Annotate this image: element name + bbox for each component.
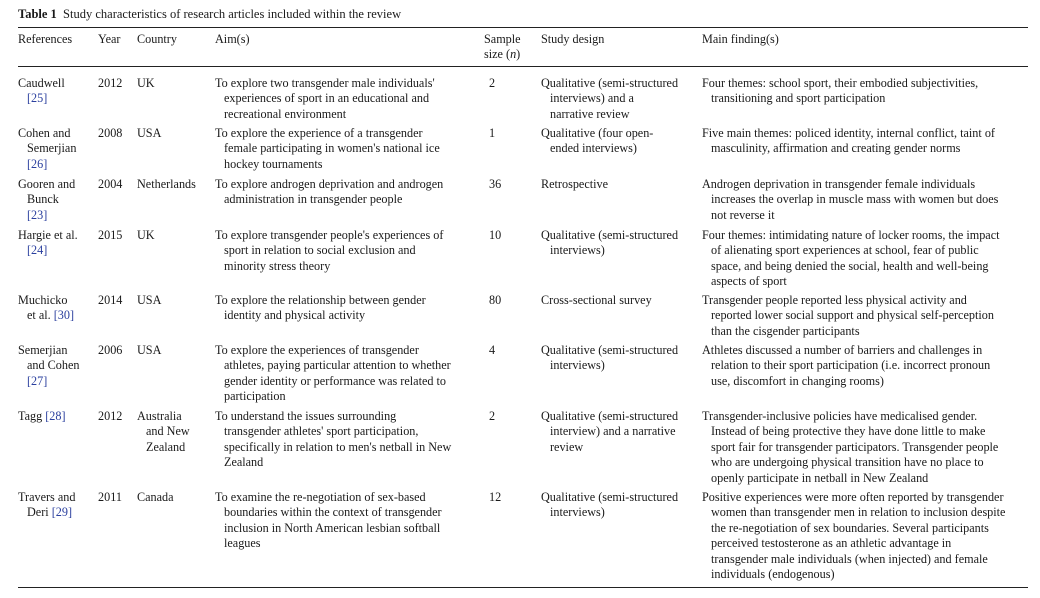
cell-line: To explore transgender people's experiences of	[215, 228, 444, 242]
aim-cell	[215, 409, 483, 471]
cell-line: Qualitative (four open-	[541, 126, 654, 140]
cell-line: Four themes: intimidating nature of locker rooms, the impact	[702, 228, 1000, 242]
sample-size-cell: 4	[489, 343, 496, 357]
cell-line: identity and physical activity	[224, 308, 366, 323]
sample-size-cell: 80	[489, 293, 502, 307]
sample-size-cell: 36	[489, 177, 502, 191]
reference-line: Caudwell	[18, 76, 65, 90]
year-cell: 2006	[98, 343, 123, 357]
cell-line: ended interviews)	[550, 141, 637, 156]
cell-line: USA	[137, 126, 162, 140]
cell-line: narrative review	[550, 106, 630, 121]
citation-link[interactable]: [30]	[53, 308, 75, 323]
cell-line: relation to their sport participation (i.e. incorrect pronoun	[711, 358, 991, 373]
reference-line	[18, 208, 98, 223]
cell-line: who are undergoing physical transition have no place to	[711, 455, 984, 470]
table-caption	[18, 6, 401, 22]
country-cell	[137, 228, 215, 243]
citation-link[interactable]: [25]	[27, 91, 48, 106]
header-aim: Aim(s)	[215, 32, 250, 46]
cell-line: reported lower social support and physical self-perception	[711, 308, 994, 323]
cell-line: use, discomfort in changing rooms)	[711, 373, 884, 388]
country-cell	[137, 343, 215, 358]
top-rule	[18, 27, 1028, 28]
table-caption-text: Study characteristics of research articles included within the review	[63, 7, 402, 21]
cell-line: space, and being denied the social, health and well-being	[711, 258, 989, 273]
citation-link[interactable]: [26]	[27, 156, 48, 171]
year-cell: 2011	[98, 490, 122, 504]
sample-size-cell: 10	[489, 228, 502, 242]
cell-line: female participating in women's national ice	[224, 141, 440, 156]
cell-line: Qualitative (semi-structured	[541, 343, 679, 357]
country-cell	[137, 490, 215, 505]
aim-cell	[215, 76, 483, 122]
main-finding-cell	[702, 490, 1032, 582]
study-design-cell	[541, 177, 701, 192]
cell-line: To explore two transgender male individuals'	[215, 76, 435, 90]
reference-line: Deri [29]	[27, 505, 73, 520]
aim-cell	[215, 177, 483, 208]
cell-line: interviews)	[550, 243, 605, 258]
reference-line: Gooren and	[18, 177, 76, 191]
header-references: References	[18, 32, 73, 46]
year-cell: 2012	[98, 76, 123, 90]
cell-line: increases the overlap in muscle mass with women but does	[711, 192, 999, 207]
main-finding-cell	[702, 76, 1032, 107]
header-rule	[18, 66, 1028, 67]
cell-line: masculinity, affirmation and creating gender norms	[711, 141, 961, 156]
cell-line: specifically in relation to men's netball in New	[224, 439, 452, 454]
study-design-cell	[541, 343, 701, 374]
aim-cell	[215, 228, 483, 274]
cell-line: interviews) and a	[550, 91, 634, 106]
header-study-design: Study design	[541, 32, 605, 46]
year-cell: 2004	[98, 177, 123, 191]
reference-cell	[18, 343, 98, 389]
cell-line: athletes, paying particular attention to whether	[224, 358, 451, 373]
year-cell: 2008	[98, 126, 123, 140]
cell-line: of alienating sport experiences at school, fear of public	[711, 243, 979, 258]
country-cell	[137, 126, 215, 141]
reference-line: Muchicko	[18, 293, 68, 307]
cell-line: USA	[137, 343, 162, 357]
main-finding-cell	[702, 343, 1032, 389]
citation-link[interactable]: [24]	[27, 243, 48, 258]
cell-line: Androgen deprivation in transgender female individuals	[702, 177, 976, 191]
main-finding-cell	[702, 409, 1032, 486]
cell-line: Instead of being protective they have done little to make	[711, 424, 986, 439]
reference-line	[18, 243, 98, 258]
cell-line: individuals (endogenous)	[711, 567, 835, 582]
study-design-cell	[541, 76, 701, 122]
cell-line: To examine the re-negotiation of sex-based	[215, 490, 426, 504]
reference-line	[18, 157, 98, 172]
header-sample-line2: size (n)	[484, 47, 521, 62]
cell-line: Transgender-inclusive policies have medicalised gender.	[702, 409, 978, 423]
main-finding-cell	[702, 177, 1032, 223]
cell-line: transgender athletes' sport participation,	[224, 424, 419, 439]
cell-line: not reverse it	[711, 207, 775, 222]
cell-line: Australia	[137, 409, 182, 423]
cell-line: hockey tournaments	[224, 156, 323, 171]
reference-cell	[18, 228, 98, 259]
year-cell: 2014	[98, 293, 123, 307]
sample-size-cell: 1	[489, 126, 496, 140]
cell-line: sport fair for transgender participators. Transgender people	[711, 439, 999, 454]
header-main-findings: Main finding(s)	[702, 32, 779, 46]
reference-line: and Cohen	[27, 358, 80, 373]
reference-cell	[18, 76, 98, 107]
citation-link[interactable]: [28]	[45, 409, 66, 423]
reference-line: Semerjian	[18, 343, 68, 357]
header-sample-size	[484, 32, 538, 63]
reference-cell	[18, 177, 98, 223]
cell-line: Qualitative (semi-structured	[541, 228, 679, 242]
country-cell	[137, 409, 215, 455]
cell-line: interview) and a narrative	[550, 424, 676, 439]
reference-line: Hargie et al.	[18, 228, 78, 242]
aim-cell	[215, 343, 483, 405]
cell-line: Four themes: school sport, their embodied subjectivities,	[702, 76, 979, 90]
cell-line: boundaries within the context of transgender	[224, 505, 442, 520]
reference-cell	[18, 293, 98, 324]
cell-line: minority stress theory	[224, 258, 331, 273]
citation-link[interactable]: [23]	[27, 207, 48, 222]
reference-line	[18, 91, 98, 106]
citation-link[interactable]: [29]	[51, 505, 73, 520]
cell-line: transgender male individuals (when injected) and female	[711, 551, 988, 566]
year-cell: 2015	[98, 228, 123, 242]
aim-cell	[215, 490, 483, 552]
cell-line: Positive experiences were more often reported by transgender	[702, 490, 1004, 504]
cell-line: Athletes discussed a number of barriers and challenges in	[702, 343, 983, 357]
cell-line: transitioning and sport participation	[711, 91, 886, 106]
cell-line: interviews)	[550, 505, 605, 520]
reference-cell	[18, 490, 98, 521]
cell-line: participation	[224, 389, 286, 404]
citation-link[interactable]: [27]	[27, 373, 48, 388]
cell-line: To explore the relationship between gender	[215, 293, 426, 307]
sample-size-cell: 12	[489, 490, 502, 504]
table-label: Table 1	[18, 7, 57, 21]
study-design-cell	[541, 409, 701, 455]
cell-line: inclusion in North American lesbian softball	[224, 520, 441, 535]
main-finding-cell	[702, 126, 1032, 157]
country-cell	[137, 76, 215, 91]
cell-line: experiences of sport in an educational and	[224, 91, 430, 106]
sample-size-cell: 2	[489, 76, 496, 90]
cell-line: UK	[137, 76, 155, 90]
cell-line: USA	[137, 293, 162, 307]
cell-line: leagues	[224, 536, 261, 551]
cell-line: than the cisgender participants	[711, 323, 860, 338]
aim-cell	[215, 126, 483, 172]
cell-line: administration in transgender people	[224, 192, 403, 207]
country-cell	[137, 177, 215, 192]
study-design-cell	[541, 228, 701, 259]
cell-line: Qualitative (semi-structured	[541, 490, 679, 504]
cell-line: aspects of sport	[711, 274, 787, 289]
cell-line: women than transgender men in relation to inclusion despite	[711, 505, 1006, 520]
cell-line: To explore the experiences of transgender	[215, 343, 419, 357]
cell-line: UK	[137, 228, 155, 242]
cell-line: To understand the issues surrounding	[215, 409, 397, 423]
cell-line: Cross-sectional survey	[541, 293, 652, 307]
reference-line: Tagg [28]	[18, 409, 66, 423]
cell-line: Netherlands	[137, 177, 196, 191]
study-design-cell	[541, 490, 701, 521]
reference-line: et al. [30]	[27, 308, 75, 323]
header-country: Country	[137, 32, 177, 46]
sample-size-cell: 2	[489, 409, 496, 423]
reference-line: Travers and	[18, 490, 76, 504]
cell-line: Zealand	[224, 455, 264, 470]
cell-line: Qualitative (semi-structured	[541, 409, 679, 423]
cell-line: To explore the experience of a transgender	[215, 126, 423, 140]
cell-line: recreational environment	[224, 106, 347, 121]
study-design-cell	[541, 126, 701, 157]
cell-line: Canada	[137, 490, 174, 504]
cell-line: perceived testosterone as an athletic advantage in	[711, 536, 952, 551]
main-finding-cell	[702, 228, 1032, 290]
reference-line: Bunck	[27, 192, 59, 207]
cell-line: Qualitative (semi-structured	[541, 76, 679, 90]
header-sample-line1: Sample	[484, 32, 521, 46]
year-cell: 2012	[98, 409, 123, 423]
cell-line: Zealand	[146, 439, 186, 454]
study-design-cell	[541, 293, 701, 308]
cell-line: interviews)	[550, 358, 605, 373]
reference-line: Cohen and	[18, 126, 71, 140]
cell-line: Five main themes: policed identity, internal conflict, taint of	[702, 126, 995, 140]
country-cell	[137, 293, 215, 308]
cell-line: review	[550, 439, 584, 454]
cell-line: sport in relation to social exclusion and	[224, 243, 416, 258]
cell-line: To explore androgen deprivation and androgen	[215, 177, 444, 191]
cell-line: gender identity or performance was related to	[224, 373, 446, 388]
main-finding-cell	[702, 293, 1032, 339]
cell-line: the re-negotiation of sex boundaries. Several participants	[711, 520, 989, 535]
cell-line: Transgender people reported less physical activity and	[702, 293, 967, 307]
cell-line: Retrospective	[541, 177, 609, 191]
header-year: Year	[98, 32, 121, 46]
reference-cell	[18, 126, 98, 172]
cell-line: openly participate in netball in New Zealand	[711, 470, 929, 485]
reference-line	[18, 374, 98, 389]
aim-cell	[215, 293, 483, 324]
reference-line: Semerjian	[27, 141, 77, 156]
cell-line: and New	[146, 424, 190, 439]
bottom-rule	[18, 587, 1028, 588]
reference-cell	[18, 409, 98, 424]
